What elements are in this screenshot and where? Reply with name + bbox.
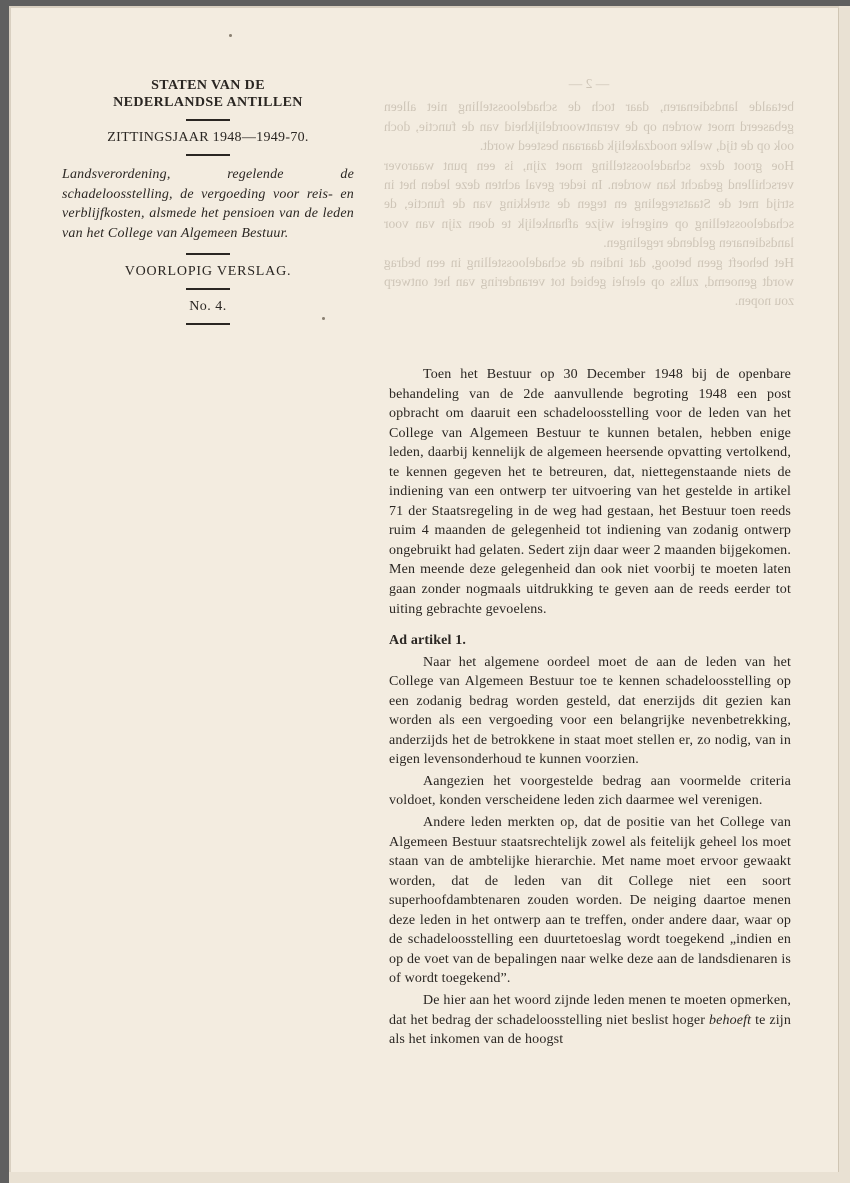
body-text: te zijn als het inkomen van de hoogst — [389, 1012, 791, 1048]
section-heading: Ad artikel 1. — [389, 633, 467, 649]
body-paragraph — [389, 991, 791, 1050]
session-year: ZITTINGSJAAR 1948—1949-70. — [107, 130, 309, 145]
divider — [186, 119, 230, 121]
bill-subject: Landsverordening, regelende de schadeloosstelling, de vergoeding voor reis- en verblijfkosten, alsmede het pensioen van de leden van het College van Algemeen Bestuur. — [62, 167, 354, 241]
page-edge-right — [839, 6, 850, 1183]
report-body — [389, 365, 791, 1052]
divider — [186, 288, 230, 290]
page-edge-bottom — [9, 1172, 850, 1183]
paper-speck — [229, 34, 232, 37]
emphasis: behoeft — [708, 1012, 752, 1028]
show-through-paragraph: Hoe groot deze schadeloosstelling moet zijn, is een punt waarover verschillend gedacht kan worden. In ieder geval achten deze leden het in strijd met de Staatsregeling en tegen de strekking van de functie, de schadeloosstelling op enigerlei wijze afhankelijk te doen zijn van voor landsdienaren geldende regelingen. — [384, 157, 794, 251]
body-paragraph: Aangezien het voorgestelde bedrag aan voormelde criteria voldoet, konden verscheidene leden zich daarmee wel verenigen. — [389, 773, 791, 809]
body-paragraph: Andere leden merkten op, dat de positie van het College van Algemeen Bestuur staatsrechtelijk zowel als feitelijk geheel los moet staan van de ambtelijke hierarchie. Met name moet ervoor gewaakt worden, dat de leden van dit College niet een soort superhoofdambtenaren zouden worden. De neiging daartoe menen deze leden in het ontwerp aan te treffen, onder andere daar, waar op de schadeloosstelling een duurtetoeslag wordt toegekend „indien en op de voet van de bepalingen naar welke deze aan de landsdienaren is of wordt toegekend”. — [389, 815, 791, 987]
parliament-name-line2: NEDERLANDSE ANTILLEN — [113, 95, 303, 110]
body-text: De hier aan het woord zijnde leden menen te moeten opmerken, dat het bedrag der schadeloosstelling niet beslist hoger — [389, 992, 791, 1028]
divider — [186, 323, 230, 325]
divider — [186, 253, 230, 255]
body-paragraph: Naar het algemene oordeel moet de aan de leden van het College van Algemeen Bestuur toe te kennen schadeloosstelling op een zodanig bedrag worden gesteld, dat enerzijds dit gezien kan worden als een vergoeding voor een belangrijke nevenbetrekking, anderzijds het de betrokkene in staat moet stellen er, zo nodig, van in eigen levensonderhoud te kunnen voorzien. — [389, 654, 791, 768]
intro-paragraph: Toen het Bestuur op 30 December 1948 bij de openbare behandeling van de 2de aanvullende begroting 1948 een post opbracht om daaruit een schadeloosstelling voor de leden van het College van Algemeen Bestuur te kunnen betalen, hebben enige leden, daarbij kennelijk de algemeen heersende opvatting vertolkend, te kennen gegeven het te betreuren, dat, niettegenstaande niets de indiening van een ontwerp ter uitvoering van het gestelde in artikel 71 der Staatsregeling in de weg had gestaan, het Bestuur toen reeds ruim 4 maanden de gelegenheid tot indiening van zodanig ontwerp ongebruikt had gelaten. Sedert zijn daar weer 2 maanden bijgekomen. Men meende deze gelegenheid dan ook niet voorbij te moeten laten gaan zonder nogmaals uitdrukking te geven aan de reeds eerder tot uiting gebrachte gevoelens. — [389, 367, 791, 617]
document-header — [62, 77, 354, 334]
report-title: VOORLOPIG VERSLAG. — [124, 264, 292, 279]
show-through-paragraph: Het behoeft geen betoog, dat indien de schadeloosstelling in een bedrag wordt genoemd, zulks op elerlei gebied tot verandering van het ontwerp zou nopen. — [384, 254, 794, 309]
show-through-text — [384, 74, 794, 354]
divider — [186, 154, 230, 156]
parliament-name-line1: STATEN VAN DE — [151, 78, 265, 93]
report-number: No. 4. — [189, 299, 227, 314]
show-through-paragraph: betaalde landsdienaren, daar toch de schadeloosstelling niet alleen gebaseerd moet worden op de verantwoordelijkheid van de functie, doch ook op de tijd, welke noodzakelijk daaraan besteed wordt. — [384, 99, 794, 154]
show-through-page-mark: — 2 — — [568, 76, 610, 91]
paper-speck — [322, 317, 325, 320]
